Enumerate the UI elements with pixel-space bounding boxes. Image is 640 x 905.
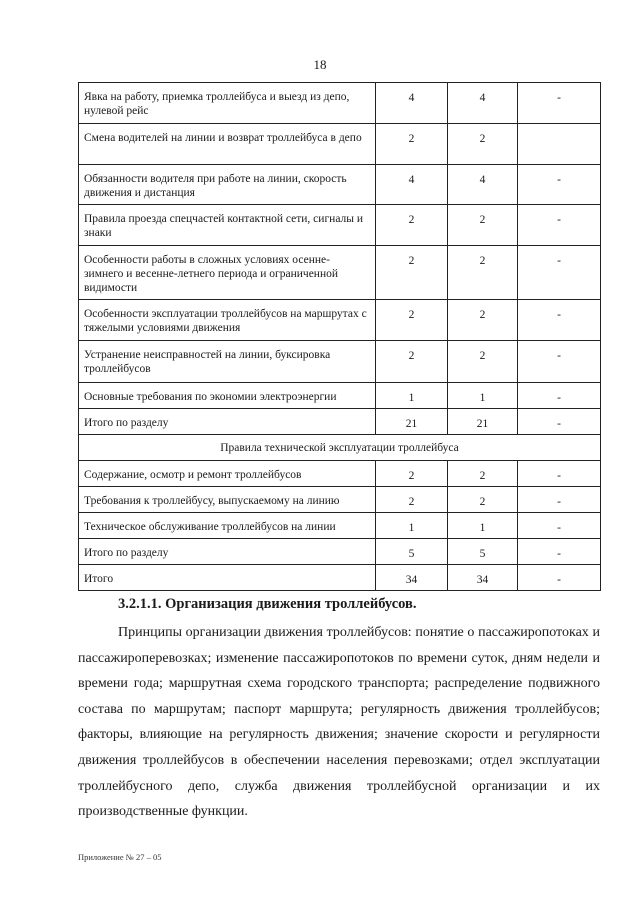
hours-cell-1: 21 xyxy=(376,409,448,435)
topic-cell: Смена водителей на линии и возврат троллейбуса в депо xyxy=(79,124,376,165)
topic-cell: Правила проезда спецчастей контактной сети, сигналы и знаки xyxy=(79,205,376,246)
table-row xyxy=(79,461,601,487)
hours-cell-3: - xyxy=(518,461,601,487)
topic-cell: Основные требования по экономии электроэнергии xyxy=(79,383,376,409)
hours-cell-3: - xyxy=(518,300,601,341)
table-row xyxy=(79,124,601,165)
topic-cell: Техническое обслуживание троллейбусов на линии xyxy=(79,513,376,539)
hours-cell-1: 4 xyxy=(376,165,448,205)
page-number: 18 xyxy=(313,57,327,72)
hours-cell-1: 4 xyxy=(376,83,448,124)
hours-cell-3 xyxy=(518,124,601,165)
hours-cell-2: 21 xyxy=(448,409,518,435)
topic-cell: Итого по разделу xyxy=(79,409,376,435)
curriculum-table xyxy=(78,82,601,591)
hours-cell-2: 34 xyxy=(448,565,518,591)
topic-cell: Итого xyxy=(79,565,376,591)
hours-cell-2: 5 xyxy=(448,539,518,565)
table-row xyxy=(79,409,601,435)
hours-cell-1: 2 xyxy=(376,341,448,383)
hours-cell-2: 2 xyxy=(448,246,518,300)
hours-cell-1: 1 xyxy=(376,383,448,409)
hours-cell-2: 2 xyxy=(448,300,518,341)
hours-cell-1: 2 xyxy=(376,300,448,341)
table-row xyxy=(79,341,601,383)
hours-cell-1: 34 xyxy=(376,565,448,591)
table-row xyxy=(79,487,601,513)
hours-cell-2: 4 xyxy=(448,165,518,205)
hours-cell-1: 5 xyxy=(376,539,448,565)
hours-cell-3: - xyxy=(518,539,601,565)
hours-cell-3: - xyxy=(518,205,601,246)
hours-cell-3: - xyxy=(518,341,601,383)
hours-cell-3: - xyxy=(518,513,601,539)
table-row xyxy=(79,246,601,300)
hours-cell-1: 2 xyxy=(376,124,448,165)
hours-cell-1: 2 xyxy=(376,205,448,246)
topic-cell: Итого по разделу xyxy=(79,539,376,565)
hours-cell-1: 1 xyxy=(376,513,448,539)
topic-cell: Устранение неисправностей на линии, буксировка троллейбусов xyxy=(79,341,376,383)
hours-cell-2: 2 xyxy=(448,461,518,487)
table-row xyxy=(79,165,601,205)
hours-cell-3: - xyxy=(518,246,601,300)
topic-cell: Содержание, осмотр и ремонт троллейбусов xyxy=(79,461,376,487)
table-section-row xyxy=(79,435,601,461)
table-row xyxy=(79,383,601,409)
page-footer: Приложение № 27 – 05 xyxy=(78,852,162,862)
hours-cell-3: - xyxy=(518,409,601,435)
topic-cell: Особенности эксплуатации троллейбусов на маршрутах с тяжелыми условиями движения xyxy=(79,300,376,341)
hours-cell-2: 2 xyxy=(448,487,518,513)
section-title-cell: Правила технической эксплуатации троллейбуса xyxy=(79,435,601,461)
hours-cell-1: 2 xyxy=(376,487,448,513)
body-paragraph: Принципы организации движения троллейбусов: понятие о пассажиропотоках и пассажироперевозках; изменение пассажиропотоков по времени суток, дням недели и времени года; маршрутная схема городского транспорта; распределение подвижного состава по маршрутам; паспорт маршрута; регулярность движения троллейбусов; факторы, влияющие на регулярность движения; значение скорости и регулярности движения троллейбусов в обеспечении населения перевозками; отдел эксплуатации троллейбусного депо, служба движения троллейбусной организации и их производственные функции. xyxy=(78,625,600,820)
table-row xyxy=(79,83,601,124)
topic-cell: Требования к троллейбусу, выпускаемому на линию xyxy=(79,487,376,513)
table-row xyxy=(79,205,601,246)
hours-cell-3: - xyxy=(518,487,601,513)
curriculum-table-body xyxy=(79,83,601,591)
hours-cell-2: 2 xyxy=(448,205,518,246)
section-heading: 3.2.1.1. Организация движения троллейбусов. xyxy=(118,596,417,612)
topic-cell: Обязанности водителя при работе на линии, скорость движения и дистанция xyxy=(79,165,376,205)
hours-cell-1: 2 xyxy=(376,246,448,300)
table-row xyxy=(79,565,601,591)
hours-cell-3: - xyxy=(518,83,601,124)
topic-cell: Явка на работу, приемка троллейбуса и выезд из депо, нулевой рейс xyxy=(79,83,376,124)
hours-cell-3: - xyxy=(518,565,601,591)
table-row xyxy=(79,513,601,539)
hours-cell-2: 2 xyxy=(448,341,518,383)
hours-cell-2: 1 xyxy=(448,383,518,409)
topic-cell: Особенности работы в сложных условиях осенне-зимнего и весенне-летнего периода и ограниченной видимости xyxy=(79,246,376,300)
hours-cell-1: 2 xyxy=(376,461,448,487)
table-row xyxy=(79,300,601,341)
hours-cell-2: 1 xyxy=(448,513,518,539)
hours-cell-3: - xyxy=(518,383,601,409)
hours-cell-2: 2 xyxy=(448,124,518,165)
hours-cell-3: - xyxy=(518,165,601,205)
table-row xyxy=(79,539,601,565)
hours-cell-2: 4 xyxy=(448,83,518,124)
